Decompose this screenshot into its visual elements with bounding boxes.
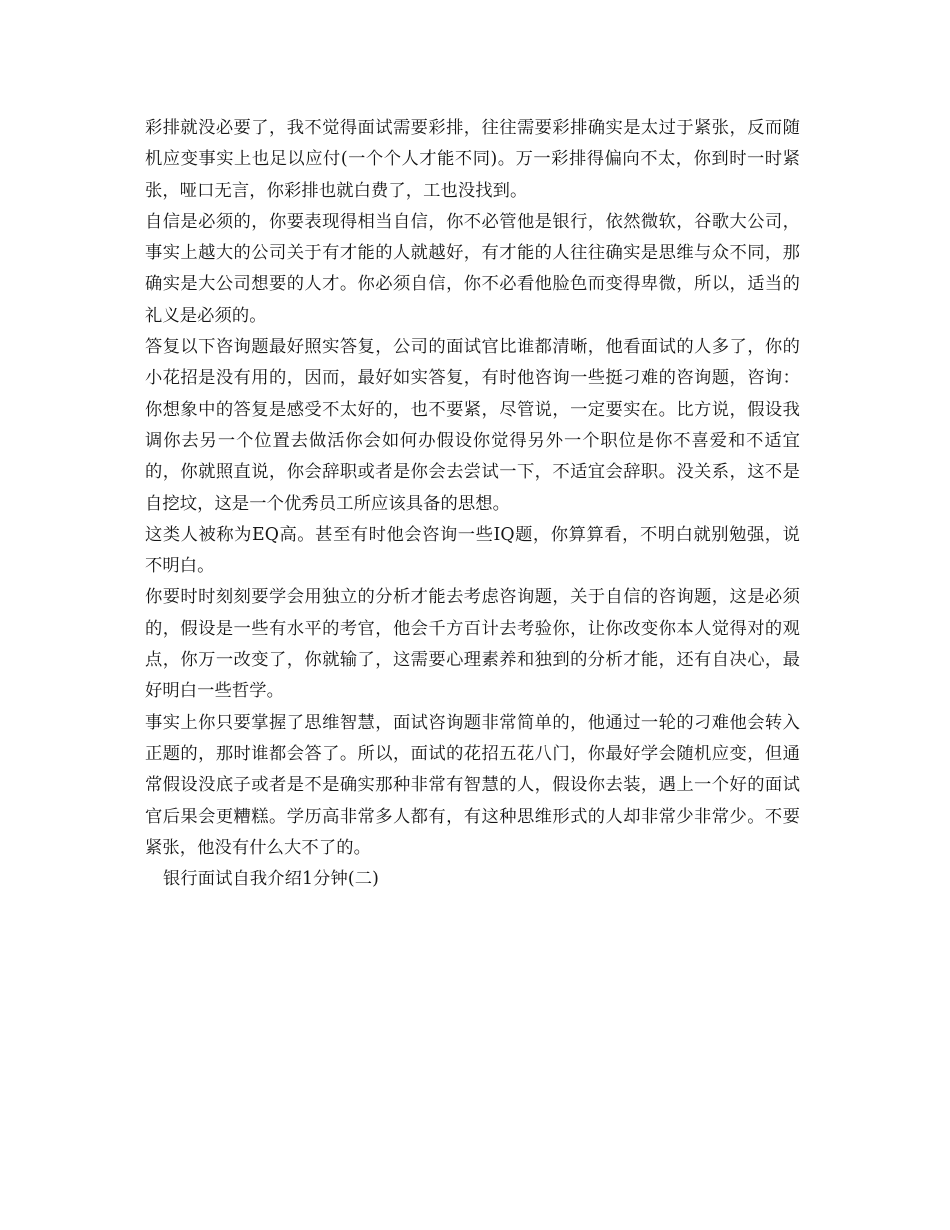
paragraph-confidence: 自信是必须的，你要表现得相当自信，你不必管他是银行，依然微软，谷歌大公司，事实上越大的公司关于有才能的人就越好，有才能的人往往确实是思维与众不同，那确实是大公司想要的人才。你必须自信，你不必看他脸色而变得卑微，所以，适当的礼义是必须的。 <box>145 211 800 326</box>
section-heading: 银行面试自我介绍1分钟(二) <box>163 869 379 890</box>
paragraph-thinking-wisdom: 事实上你只要掌握了思维智慧，面试咨询题非常简单的，他通过一轮的刁难他会转入正题的，那时谁都会答了。所以，面试的花招五花八门，你最好学会随机应变，但通常假设没底子或者是不是确实那种非常有智慧的人，假设你去装，遇上一个好的面试官后果会更糟糕。学历高非常多人都有，有这种思维形式的人却非常少非常少。不要紧张，他没有什么大不了的。 <box>145 712 800 858</box>
paragraph-honest-answers: 答复以下咨询题最好照实答复，公司的面试官比谁都清晰，他看面试的人多了，你的小花招是没有用的，因而，最好如实答复，有时他咨询一些挺刁难的咨询题，咨询：你想象中的答复是感受不太好的，也不要紧，尽管说，一定要实在。比方说，假设我调你去另一个位置去做活你会如何办假设你觉得另外一个职位是你不喜爱和不适宜的，你就照直说，你会辞职或者是你会去尝试一下，不适宜会辞职。没关系，这不是自挖坟，这是一个优秀员工所应该具备的思想。 <box>145 337 800 514</box>
document-body <box>145 113 800 895</box>
paragraph-independent-analysis: 你要时时刻刻要学会用独立的分析才能去考虑咨询题，关于自信的咨询题，这是必须的，假设是一些有水平的考官，他会千方百计去考验你，让你改变你本人觉得对的观点，你万一改变了，你就输了，这需要心理素养和独到的分析才能，还有自决心，最好明白一些哲学。 <box>145 587 800 702</box>
paragraph-eq-iq: 这类人被称为EQ高。甚至有时他会咨询一些IQ题，你算算看，不明白就别勉强，说不明白。 <box>145 524 800 577</box>
paragraph-rehearsal: 彩排就没必要了，我不觉得面试需要彩排，往往需要彩排确实是太过于紧张，反而随机应变事实上也足以应付(一个个人才能不同)。万一彩排得偏向不太，你到时一时紧张，哑口无言，你彩排也就白费了，工也没找到。 <box>145 118 800 201</box>
